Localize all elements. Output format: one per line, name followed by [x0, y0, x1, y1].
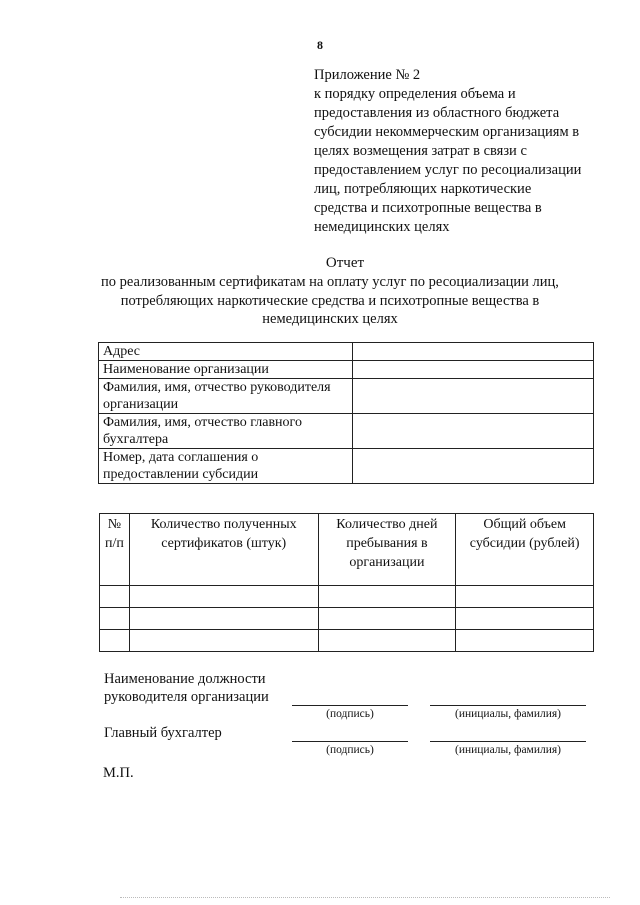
table-row — [99, 449, 594, 484]
accountant-label: Главный бухгалтер — [104, 725, 222, 741]
organization-info-table — [98, 342, 594, 484]
table-cell[interactable] — [129, 586, 318, 608]
report-subtitle-line: немедицинских целях — [262, 311, 398, 327]
table-row — [99, 343, 594, 361]
appendix-line: предоставлением услуг по ресоциализации — [314, 162, 582, 178]
head-position-label: руководителя организации — [104, 689, 269, 705]
info-label-organization-name: Наименование организации — [99, 361, 353, 379]
appendix-line: к порядку определения объема и — [314, 86, 516, 102]
signature-caption: (подпись) — [326, 744, 374, 756]
column-header-number: № п/п — [100, 514, 130, 586]
table-header-row — [100, 514, 594, 586]
table-cell[interactable] — [318, 586, 456, 608]
column-header-certificates: Количество полученных сертификатов (штук) — [129, 514, 318, 586]
table-row — [100, 630, 594, 652]
table-cell[interactable] — [456, 608, 594, 630]
info-value-address[interactable] — [353, 343, 594, 361]
head-signature-line[interactable] — [292, 705, 408, 706]
table-cell[interactable] — [318, 630, 456, 652]
table-cell[interactable] — [129, 608, 318, 630]
table-row — [99, 361, 594, 379]
signature-caption: (подпись) — [326, 708, 374, 720]
table-cell[interactable] — [318, 608, 456, 630]
table-row — [99, 414, 594, 449]
table-row — [99, 379, 594, 414]
table-cell[interactable] — [100, 608, 130, 630]
table-row — [100, 608, 594, 630]
appendix-line: целях возмещения затрат в связи с — [314, 143, 527, 159]
column-header-days: Количество дней пребывания в организации — [318, 514, 456, 586]
scan-footer-artifact — [120, 897, 610, 898]
appendix-header — [314, 66, 614, 237]
table-cell[interactable] — [456, 630, 594, 652]
report-subtitle-line: потребляющих наркотические средства и психотропные вещества в — [120, 292, 540, 309]
table-cell[interactable] — [100, 630, 130, 652]
info-value-director-name[interactable] — [353, 379, 594, 414]
name-caption: (инициалы, фамилия) — [454, 744, 562, 756]
info-label-director-name: Фамилия, имя, отчество руководителя организации — [99, 379, 353, 414]
table-cell[interactable] — [100, 586, 130, 608]
appendix-line: Приложение № 2 — [314, 67, 421, 83]
appendix-line: средства и психотропные вещества в — [314, 200, 542, 216]
info-label-address: Адрес — [99, 343, 353, 361]
column-header-subsidy: Общий объем субсидии (рублей) — [456, 514, 594, 586]
appendix-line: предоставления из областного бюджета — [314, 105, 560, 121]
head-position-label: Наименование должности — [104, 671, 266, 687]
name-caption: (инициалы, фамилия) — [454, 708, 562, 720]
table-row — [100, 586, 594, 608]
table-cell[interactable] — [129, 630, 318, 652]
info-label-accountant-name: Фамилия, имя, отчество главного бухгалтера — [99, 414, 353, 449]
report-subtitle — [40, 273, 620, 329]
appendix-line: лиц, потребляющих наркотические — [314, 181, 532, 197]
head-name-line[interactable] — [430, 705, 586, 706]
table-cell[interactable] — [456, 586, 594, 608]
certificates-table — [99, 513, 594, 652]
info-value-organization-name[interactable] — [353, 361, 594, 379]
info-value-accountant-name[interactable] — [353, 414, 594, 449]
info-value-agreement[interactable] — [353, 449, 594, 484]
appendix-line: субсидии некоммерческим организациям в — [314, 124, 580, 140]
report-title: Отчет — [325, 255, 365, 271]
accountant-name-line[interactable] — [430, 741, 586, 742]
stamp-place-label: М.П. — [103, 765, 134, 781]
appendix-line: немедицинских целях — [314, 219, 450, 235]
report-subtitle-line: по реализованным сертификатам на оплату услуг по ресоциализации лиц, — [101, 274, 559, 290]
accountant-signature-line[interactable] — [292, 741, 408, 742]
info-label-agreement: Номер, дата соглашения о предоставлении субсидии — [99, 449, 353, 484]
page-number: 8 — [317, 38, 323, 52]
